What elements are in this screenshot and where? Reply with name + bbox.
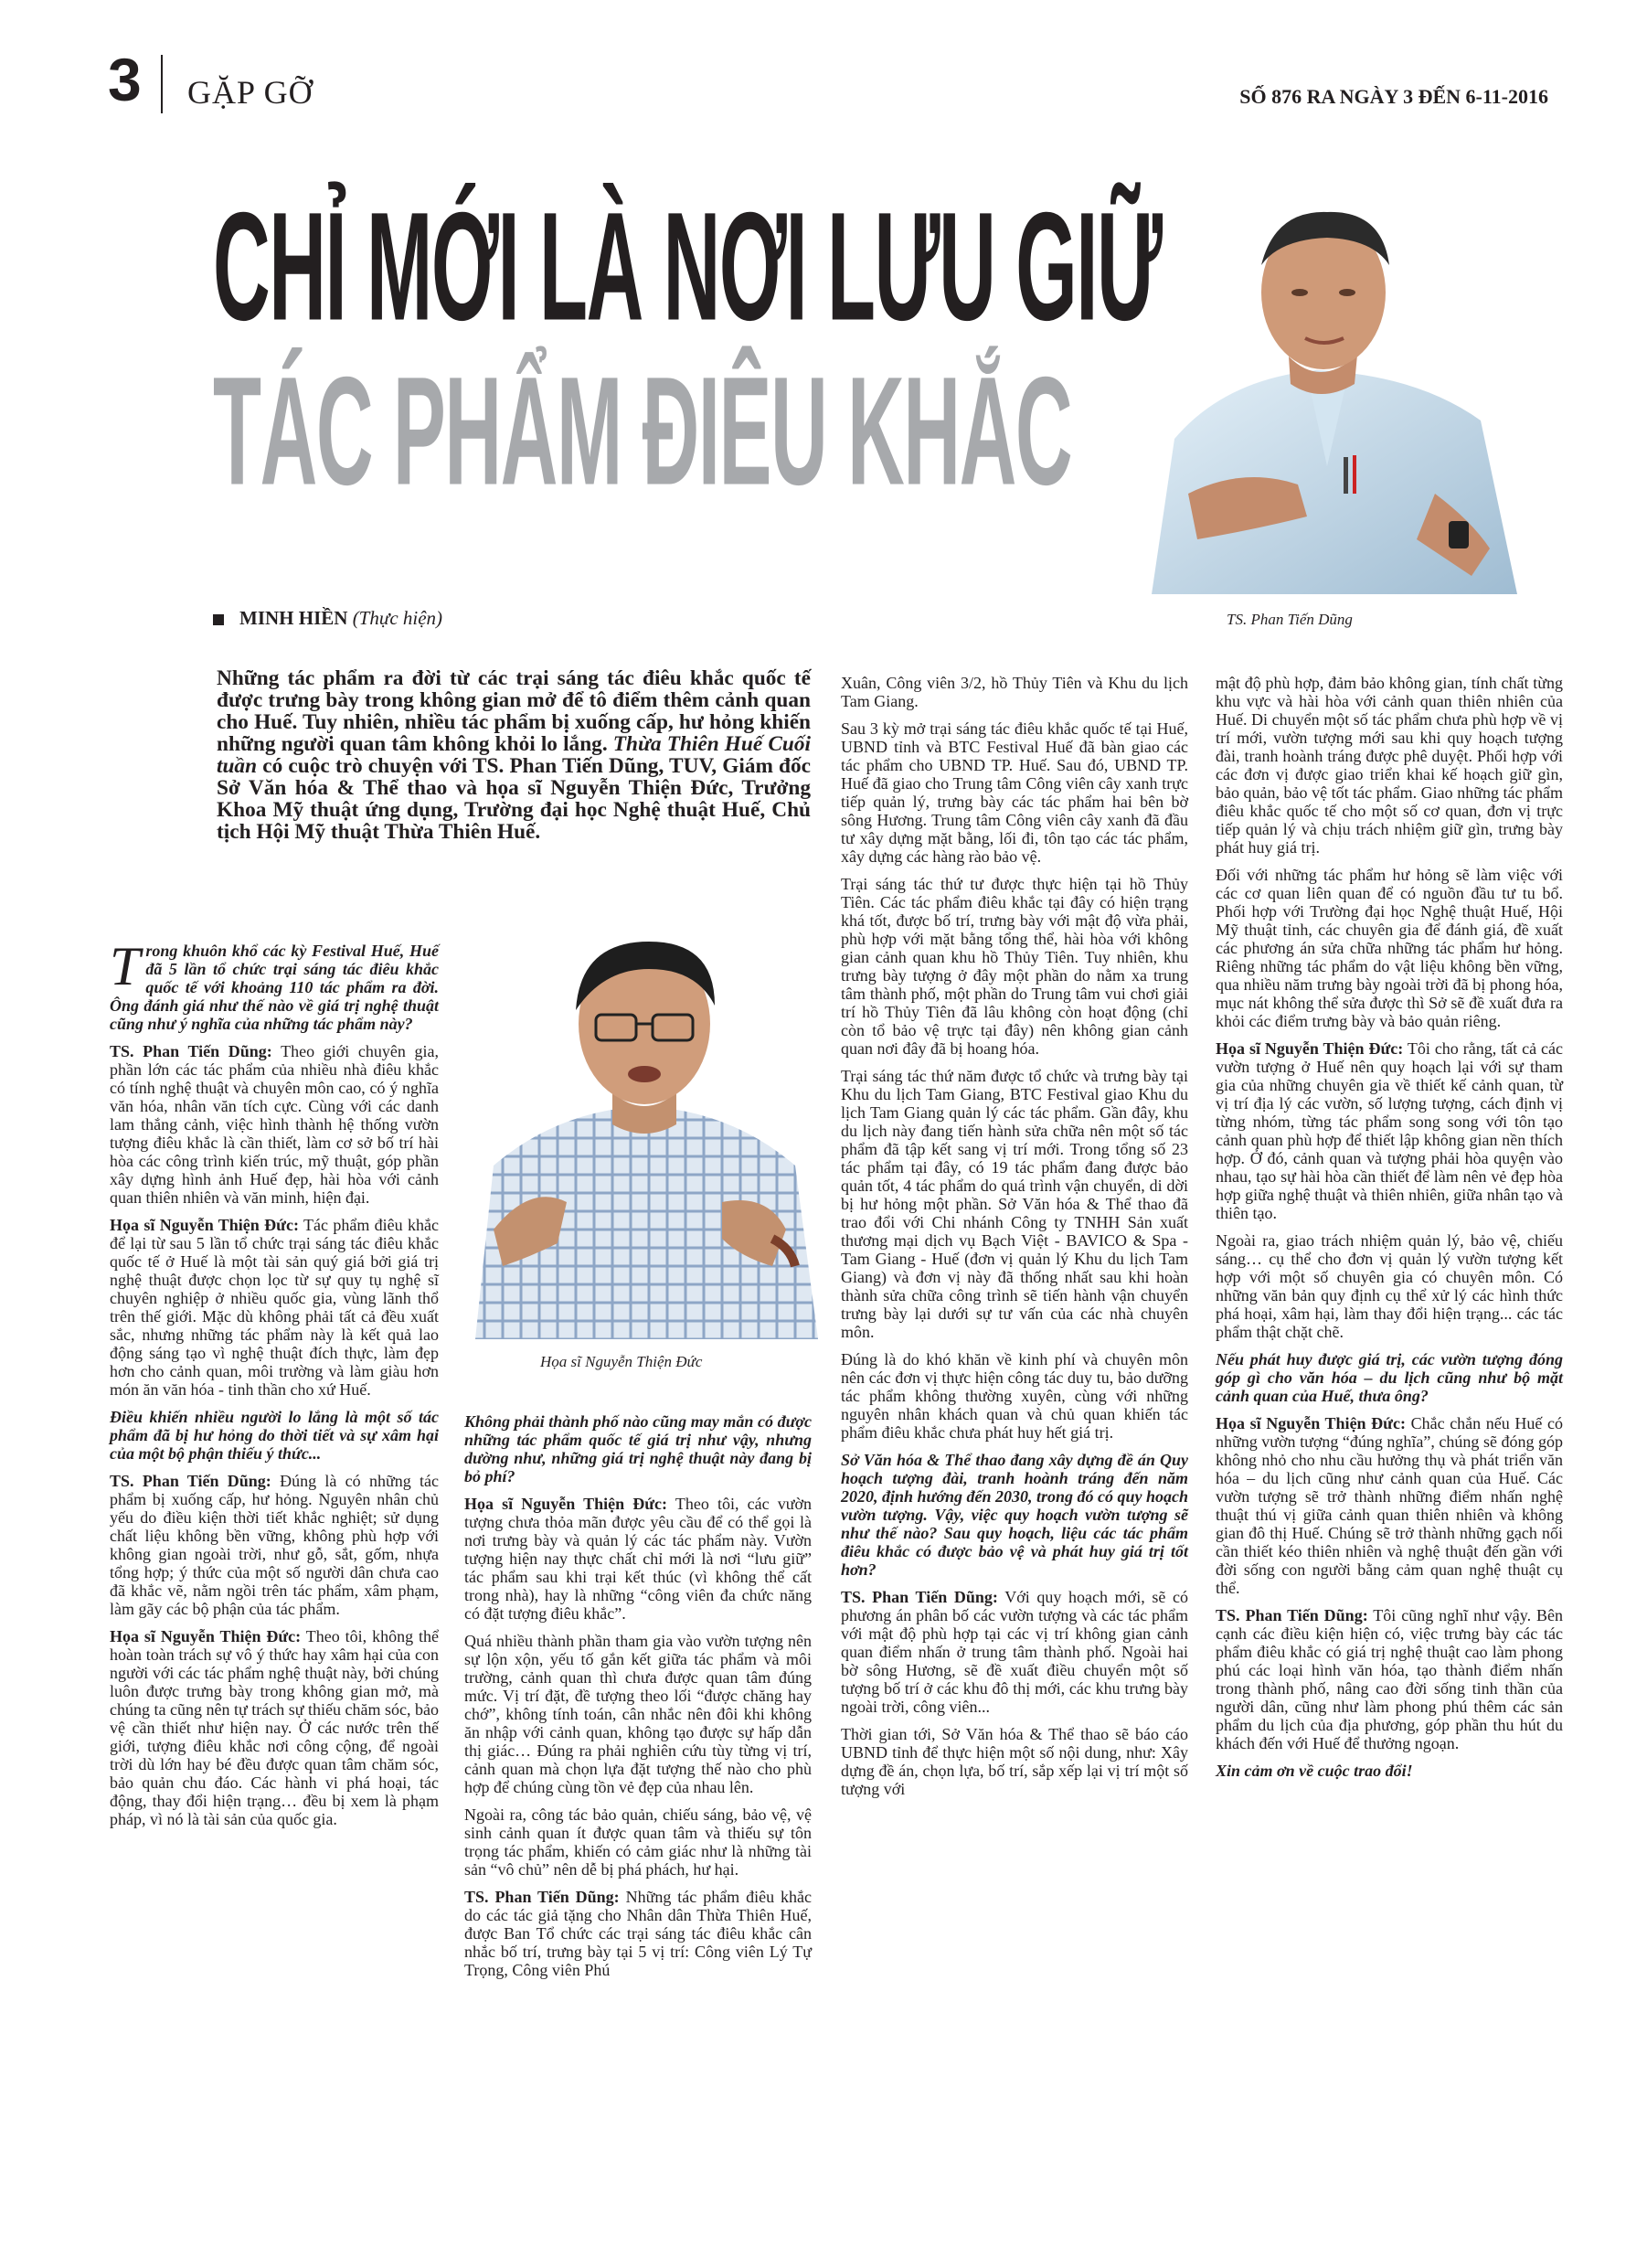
paragraph: mật độ phù hợp, đảm bảo không gian, tính chất từng khu vực và hài hòa với cảnh quan thiên nhiên của Huế. Di chuyển một số tác phẩm chưa phù hợp về vị trí mới, vườn tượng mới sau khi quy hoạch tượng đài, tranh hoành tráng được phê duyệt. Phối hợp với các đơn vị được giao triển khai kế hoạch giữ gìn, bảo quản, bảo vệ tốt tác phẩm. Giao những tác phẩm điêu khắc quốc tế cho một số cơ quan, đơn vị trực tiếp quản lý và chịu trách nhiệm giữ gìn, trưng bày phát huy giá trị. (1216, 674, 1563, 857)
lead-text: Những tác phẩm ra đời từ các trại sáng tác điêu khắc quốc tế được trưng bày trong không gian mở để tô điểm thêm cảnh quan cho Huế. Tuy nhiên, nhiều tác phẩm bị xuống cấp, hư hỏng khiến những người quan tâm không khỏi lo lắng. (217, 666, 811, 756)
answer (464, 1888, 812, 1979)
answer (464, 1495, 812, 1623)
answer (110, 1216, 439, 1399)
answer-text: Với quy hoạch mới, sẽ có phương án phân bố các vườn tượng và các tác phẩm với mật độ phù hợp tại các vị trí không gian cảnh quan điểm nhấn ở trung tâm thành phố. Ngoài hai bờ sông Hương, sẽ đề xuất điều chuyển một số tượng bố trí ở các khu đô thị mới, các khu trưng bày ngoài trời, công viên... (841, 1588, 1188, 1716)
lead-text: có cuộc trò chuyện với TS. Phan Tiến Dũng, TUV, Giám đốc Sở Văn hóa & Thể thao và họa sĩ Nguyễn Thiện Đức, Trưởng Khoa Mỹ thuật ứng dụng, Trường đại học Nghệ thuật Huế, Chủ tịch Hội Mỹ thuật Thừa Thiên Huế. (217, 754, 811, 844)
header-divider (161, 55, 163, 113)
column-3 (841, 674, 1188, 1807)
answer-text: Theo tôi, không thể hoàn toàn trách sự vô ý thức hay xâm hại của con người với các tác phẩm nghệ thuật này, bởi chúng luôn được trưng bày trong không gian mở, mà chúng ta cũng nên tự trách sự thiếu chăm sóc, bảo vệ cần thiết như hiện nay. Ở các nước trên thế giới, tượng điêu khắc nơi công cộng, để ngoài trời dù lớn hay bé đều được quan tâm chăm sóc, bảo quản chu đáo. Các hành vi phá hoại, tác động, thay đổi hiện trạng… đều bị xem là phạm pháp, vì nó là tài sản của quốc gia. (110, 1627, 439, 1828)
question-text: rong khuôn khổ các kỳ Festival Huế, Huế đã 5 lần tổ chức trại sáng tác điêu khắc quốc tế với khoảng 110 tác phẩm ra đời. Ông đánh giá như thế nào về giá trị nghệ thuật cũng như ý nghĩa của những tác phẩm này? (110, 942, 439, 1033)
speaker: TS. Phan Tiến Dũng: (110, 1042, 272, 1060)
speaker: Họa sĩ Nguyễn Thiện Đức: (110, 1627, 302, 1645)
speaker: TS. Phan Tiến Dũng: (1216, 1606, 1368, 1624)
byline-bullet (213, 614, 224, 625)
lead-paragraph (217, 667, 811, 843)
column-1 (110, 936, 440, 1837)
publication-name: Thừa Thiên Huế Cuối tuần (217, 732, 811, 778)
speaker: TS. Phan Tiến Dũng: (841, 1588, 998, 1606)
byline-role: (Thực hiện) (352, 607, 443, 629)
portrait-nguyen-thien-duc (457, 928, 832, 1339)
section-title: GẶP GỠ (187, 74, 313, 111)
speaker: TS. Phan Tiến Dũng: (110, 1472, 271, 1490)
answer-text: Đúng là có những tác phẩm bị xuống cấp, hư hỏng. Nguyên nhân chủ yếu do điều kiện thời tiết khắc nghiệt; sử dụng chất liệu không bền vững, không phù hợp với không gian ngoài trời, như gỗ, sắt, gốm, nhựa tổng hợp; ý thức của một số người dân chưa cao đã khắc vẽ, nằm ngồi trên tác phẩm, xâm phạm, làm gãy các bộ phận của tác phẩm. (110, 1472, 439, 1618)
question (110, 936, 439, 1033)
portrait-phan-tien-dung (1088, 192, 1556, 594)
paragraph: Trại sáng tác thứ tư được thực hiện tại hồ Thủy Tiên. Các tác phẩm điêu khắc tại đây có hiện trạng khá tốt, được bố trí, trưng bày với mật độ vừa phải, phù hợp với mặt bằng tổng thể, hài hòa với không gian cảnh quan khu hồ Thủy Tiên. Tuy nhiên, khu trưng bày tượng ở đây một phần do nằm xa trung tâm thành phố, một phần do Trung tâm vui chơi giải trí hồ Thủy Tiên đã lâu không còn hoạt động (chỉ còn tổ bảo vệ trực tại đây) nên không gian cảnh quan nơi đây đã bị hoang hóa. (841, 875, 1188, 1058)
page-number: 3 (108, 46, 142, 113)
byline-author: MINH HIỀN (239, 607, 348, 629)
photo-caption: Họa sĩ Nguyễn Thiện Đức (540, 1353, 703, 1370)
speaker: TS. Phan Tiến Dũng: (464, 1888, 620, 1906)
photo-caption: TS. Phan Tiến Dũng (1227, 611, 1353, 628)
paragraph: Ngoài ra, giao trách nhiệm quản lý, bảo vệ, chiếu sáng… cụ thể cho đơn vị quản lý vườn tượng kết hợp với một số chuyên gia có chuyên môn. Có những văn bản quy định cụ thể xử lý các hình thức phá hoại, xâm hại, làm thay đổi hiện trạng... các tác phẩm thật chặt chẽ. (1216, 1231, 1563, 1341)
answer-text: Tôi cũng nghĩ như vậy. Bên cạnh các điều kiện hiện có, việc trưng bày các tác phẩm điêu khắc có giá trị nghệ thuật cao làm phong phú các loại hình văn hóa, tạo thành điểm nhấn trong thành phố, nâng cao đời sống tinh thần của người dân, cũng như làm phong phú thêm các sản phẩm du lịch của địa phương, góp phần thu hút du khách đến với Huế để thưởng ngoạn. (1216, 1606, 1564, 1752)
answer-text: Chắc chắn nếu Huế có những vườn tượng “đúng nghĩa”, chúng sẽ đóng góp không nhỏ cho nhu cầu hưởng thụ và phát triển văn hóa – du lịch cũng như cảnh quan của Huế. Các vườn tượng sẽ trở thành những điểm nhấn nghệ thuật thú vị giữa cảnh quan thiên nhiên và không gian đô thị Huế. Chúng sẽ trở thành những gạch nối cần thiết kéo thiên nhiên và nghệ thuật đến gần với đời sống con người bằng cảm quan nghệ thuật cụ thể. (1216, 1414, 1563, 1597)
paragraph: Quá nhiều thành phần tham gia vào vườn tượng nên sự lộn xộn, yếu tố gắn kết giữa tác phẩm và môi trường, cảnh quan thì chưa được quan tâm đúng mức. Vị trí đặt, đề tượng theo lối “được chăng hay chớ”, không tính toán, cân nhắc nên đôi khi không ăn nhập với cảnh quan, không tạo được sự hấp dẫn thị giác… Đúng ra phải nghiên cứu tùy từng vị trí, cảnh quan mà chọn lựa đặt tượng thế nào cho phù hợp để chúng cùng tồn vẻ đẹp của nhau lên. (464, 1632, 812, 1796)
answer (1216, 1606, 1563, 1752)
speaker: Họa sĩ Nguyễn Thiện Đức: (110, 1216, 299, 1234)
answer-text: Theo giới chuyên gia, phần lớn các tác phẩm của nhiều nhà điêu khắc có tính nghệ thuật và chuyên môn cao, có ý nghĩa văn hóa, nhân văn tích cực. Cùng với các danh lam thắng cảnh, việc hình thành hệ thống vườn tượng điêu khắc là cần thiết, làm cơ sở bố trí hài hòa các công trình kiến trúc, mỹ thuật, góp phần xây dựng hình ảnh Huế đẹp, hài hòa với cảnh quan thiên nhiên và văn minh, hiện đại. (110, 1042, 439, 1207)
answer-text: Theo tôi, các vườn tượng chưa thỏa mãn được yêu cầu để có thể gọi là nơi trưng bày và quản lý các tác phẩm này. Vườn tượng hiện nay thực chất chỉ mới là nơi “lưu giữ” tác phẩm sau khi trại kết thúc (vì không thể cất trong nhà), hay là những “công viên đa chức năng có đặt tượng điêu khắc”. (464, 1495, 812, 1623)
speaker: Họa sĩ Nguyễn Thiện Đức: (464, 1495, 668, 1513)
speaker: Họa sĩ Nguyễn Thiện Đức: (1216, 1414, 1406, 1432)
answer-text: Tác phẩm điêu khắc để lại từ sau 5 lần tổ chức trại sáng tác điêu khắc quốc tế ở Huế là một tài sản quý giá bởi giá trị nghệ thuật được chọn lọc từ sự quy tụ nghệ sĩ chuyên nghiệp ở nhiều quốc gia, vùng lãnh thổ trên thế giới. Mặc dù không phải tất cả đều xuất sắc, nhưng những tác phẩm này là kết quả lao động sáng tạo vì nghệ thuật đích thực, làm đẹp hơn cho cảnh quan, môi trường và làm giàu hơn món ăn văn hóa - tinh thần cho xứ Huế. (110, 1216, 440, 1399)
byline (239, 607, 442, 630)
answer (110, 1627, 439, 1828)
answer (110, 1472, 439, 1618)
answer-text: Những tác phẩm điêu khắc do các tác giả tặng cho Nhân dân Thừa Thiên Huế, được Ban Tổ chức các trại sáng tác điêu khắc cân nhắc bố trí, trưng bày tại 5 vị trí: Công viên Lý Tự Trọng, Công viên Phú (464, 1888, 812, 1979)
paragraph: Ngoài ra, công tác bảo quản, chiếu sáng, bảo vệ, vệ sinh cảnh quan ít được quan tâm và thiếu sự tôn trọng tác phẩm, khiến có cảm giác như là những tài sản “vô chủ” nên dễ bị phá phách, hư hại. (464, 1805, 812, 1879)
question: Điều khiến nhiều người lo lắng là một số tác phẩm đã bị hư hỏng do thời tiết và sự xâm hại của một bộ phận thiếu ý thức... (110, 1408, 439, 1463)
question: Sở Văn hóa & Thể thao đang xây dựng đề án Quy hoạch tượng đài, tranh hoành tráng đến năm 2020, định hướng đến 2030, trong đó có quy hoạch vườn tượng. Vậy, việc quy hoạch vườn tượng sẽ như thế nào? Sau quy hoạch, liệu các tác phẩm điêu khắc có được bảo vệ và phát huy giá trị tốt hơn? (841, 1451, 1189, 1579)
question: Nếu phát huy được giá trị, các vườn tượng đóng góp gì cho văn hóa – du lịch cũng như bộ mặt cảnh quan của Huế, thưa ông? (1216, 1350, 1563, 1405)
paragraph: Đúng là do khó khăn về kinh phí và chuyên môn nên các đơn vị thực hiện công tác duy tu, bảo dưỡng tác phẩm không thường xuyên, cùng với những nguyên nhân khách quan và chủ quan khiến tác phẩm điêu khắc chưa phát huy hết giá trị. (841, 1350, 1188, 1442)
paragraph: Xuân, Công viên 3/2, hồ Thủy Tiên và Khu du lịch Tam Giang. (841, 674, 1188, 710)
answer (1216, 1039, 1563, 1222)
issue-info: SỐ 876 RA NGÀY 3 ĐẾN 6-11-2016 (1239, 85, 1548, 108)
column-2 (464, 1412, 812, 1988)
speaker: Họa sĩ Nguyễn Thiện Đức: (1216, 1039, 1404, 1058)
answer (841, 1588, 1188, 1716)
paragraph: Đối với những tác phẩm hư hỏng sẽ làm việc với các cơ quan liên quan để có nguồn đầu tư tu bổ. Phối hợp với Trường đại học Nghệ thuật Huế, Hội Mỹ thuật tỉnh, các chuyên gia để đánh giá, đề xuất các phương án sửa chữa những tác phẩm hư hỏng. Riêng những tác phẩm do vật liệu không bền vững, qua nhiều năm trưng bày ngoài trời đã bị phong hóa, mục nát không thể sửa được thì Sở sẽ đề xuất đưa ra khỏi các điểm trưng bày và bảo quản riêng. (1216, 866, 1563, 1030)
answer (1216, 1414, 1563, 1597)
headline-line-2: TÁC PHẨM ĐIÊU KHẮC (213, 346, 1072, 518)
drop-cap: T (110, 936, 141, 996)
paragraph: Sau 3 kỳ mở trại sáng tác điêu khắc quốc tế tại Huế, UBND tỉnh và BTC Festival Huế đã bàn giao các tác phẩm cho UBND TP. Huế. Sau đó, UBND TP. Huế đã giao cho Trung tâm Công viên cây xanh trực tiếp quản lý, trưng bày các tác phẩm hai bên bờ sông Hương. Trung tâm Công viên cây xanh đã đầu tư xây dựng mặt bằng, lối đi, tôn tạo các tác phẩm, xây dựng các hàng rào bảo vệ. (841, 719, 1188, 866)
answer (110, 1042, 439, 1207)
column-4 (1216, 674, 1563, 1789)
closing-line: Xin cảm ơn về cuộc trao đổi! (1216, 1762, 1413, 1780)
paragraph: Trại sáng tác thứ năm được tổ chức và trưng bày tại Khu du lịch Tam Giang, BTC Festival giao Khu du lịch Tam Giang quản lý các tác phẩm. Gần đây, khu du lịch này đang tiến hành sửa chữa nên một số tác phẩm đã tập kết sang vị trí mới. Trong tổng số 23 tác phẩm tại đây, có 19 tác phẩm đang được bảo quản tốt, 4 tác phẩm do quá trình vận chuyển, di dời bị hư hỏng một phần. Sở Văn hóa & Thể thao đã trao đổi với Chi nhánh Công ty TNHH Sản xuất thương mại dịch vụ Bạch Việt - BAVICO & Spa - Tam Giang - Huế (đơn vị quản lý Khu du lịch Tam Giang) và đơn vị này đã thống nhất sau khi hoàn thành sửa chữa công trình sẽ tiến hành vận chuyển trưng bày lại dưới sự tư vấn của các nhà chuyên môn. (841, 1067, 1188, 1341)
paragraph: Thời gian tới, Sở Văn hóa & Thể thao sẽ báo cáo UBND tỉnh để thực hiện một số nội dung, như: Xây dựng đề án, chọn lựa, bố trí, sắp xếp lại vị trí một số tượng với (841, 1725, 1188, 1798)
answer-text: Tôi cho rằng, tất cả các vườn tượng ở Huế nên quy hoạch lại với sự tham gia của những chuyên gia về thiết kế cảnh quan, từ vị trí địa lý các vườn, số lượng tượng, cách định vị từng nhóm, từng tác phẩm song song với tôn tạo cảnh quan phù hợp để thiết lập không gian nền thích hợp. Ở đó, cảnh quan và tượng phải hòa quyện vào nhau, tạo sự hài hòa cần thiết để làm nên vẻ đẹp hòa hợp giữa nghệ thuật và thiên nhiên, giữa nhân tạo và thiên tạo. (1216, 1039, 1563, 1222)
question: Không phải thành phố nào cũng may mắn có được những tác phẩm quốc tế giá trị như vậy, nhưng dường như, những giá trị nghệ thuật này đang bị bỏ phí? (464, 1412, 812, 1485)
headline-line-1: CHỈ MỚI LÀ NƠI LƯU GIỮ (213, 181, 1162, 354)
